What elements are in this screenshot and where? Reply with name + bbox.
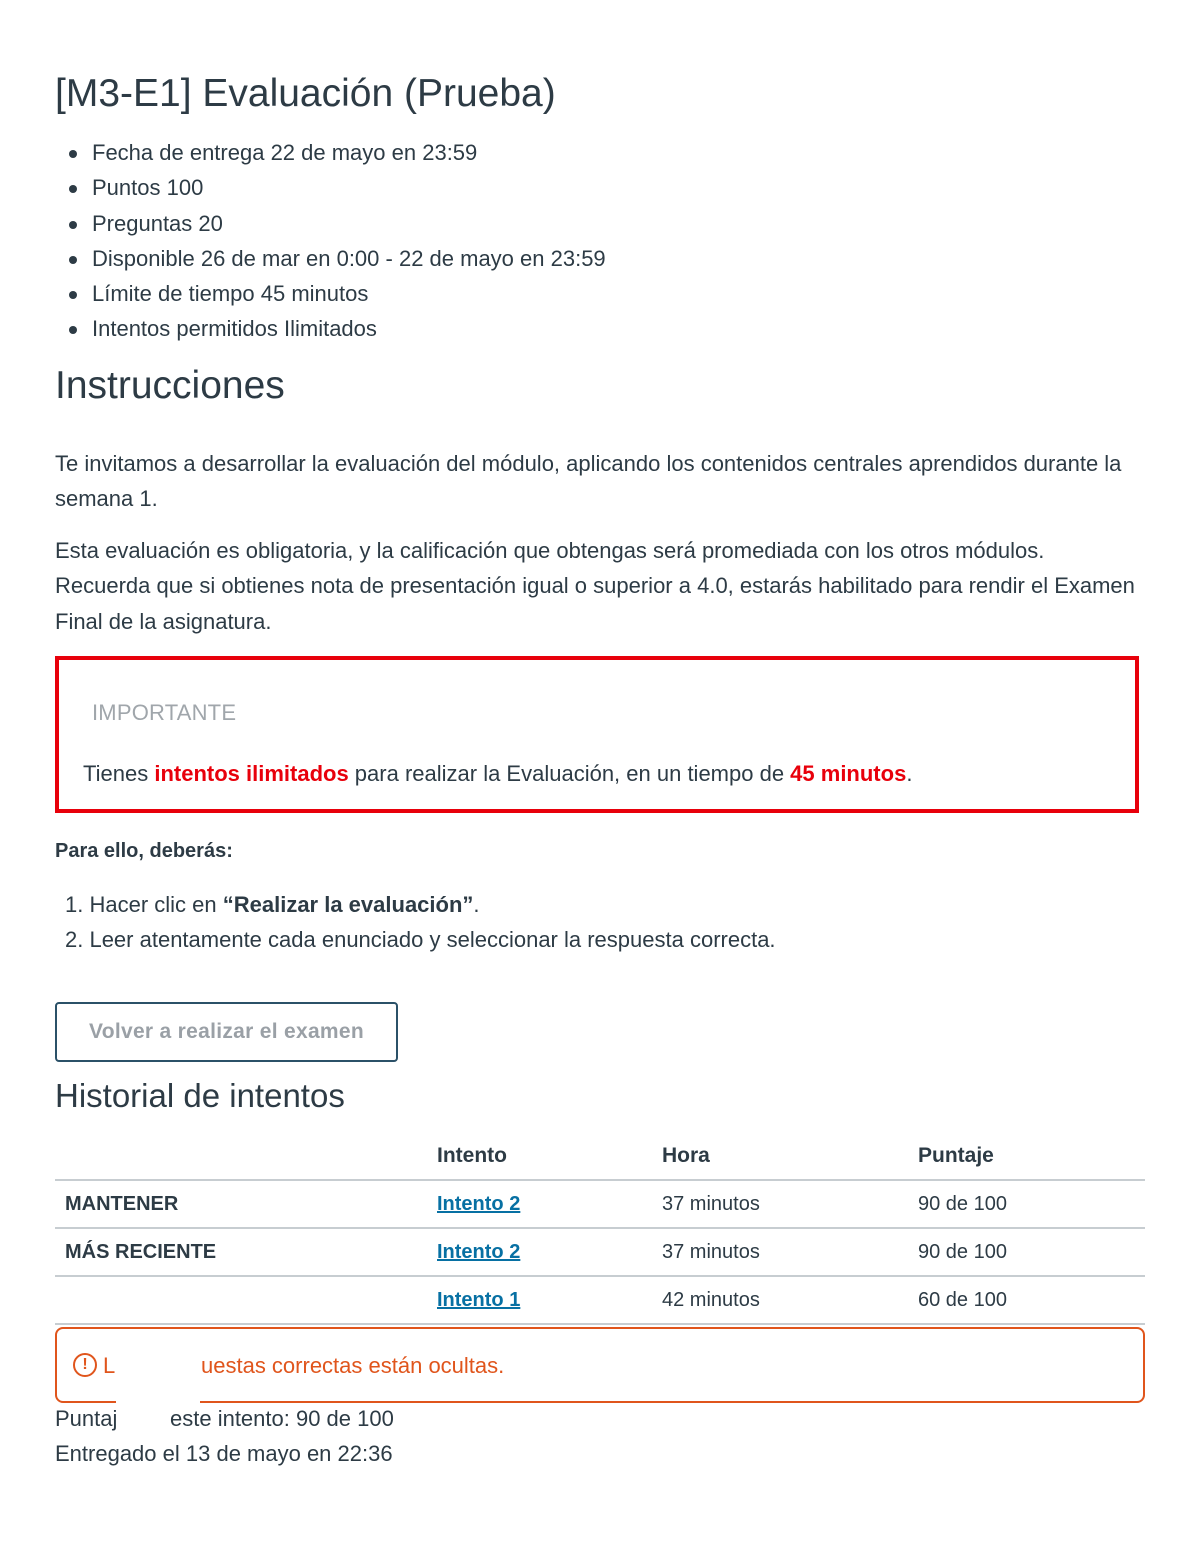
- column-header-status: [55, 1133, 437, 1180]
- attempt-link[interactable]: Intento 2: [437, 1192, 521, 1215]
- detail-points: Puntos 100: [92, 173, 606, 208]
- important-label: IMPORTANTE: [92, 700, 237, 725]
- table-header-row: [55, 1133, 1145, 1180]
- step-text: 2. Leer atentamente cada enunciado y seleccionar la respuesta correcta.: [65, 927, 776, 953]
- attempt-history-table: [55, 1133, 1145, 1325]
- attempt-cell: [437, 1180, 662, 1228]
- attempt-score: 90 de 100: [918, 1228, 1145, 1276]
- column-header-time: Hora: [662, 1133, 918, 1180]
- table-row: [55, 1228, 1145, 1276]
- score-summary-prefix: Puntaj: [55, 1406, 118, 1431]
- attempt-history-heading: Historial de intentos: [55, 1077, 345, 1114]
- table-row: [55, 1276, 1145, 1324]
- score-summary-text: este intento: 90 de 100: [170, 1406, 394, 1431]
- instructions-heading: Instrucciones: [55, 364, 285, 407]
- attempt-time: 42 minutos: [662, 1276, 918, 1324]
- attempt-score: 90 de 100: [918, 1180, 1145, 1228]
- submitted-timestamp: Entregado el 13 de mayo en 22:36: [55, 1441, 393, 1466]
- step-item: [65, 924, 776, 959]
- attempt-status: MÁS RECIENTE: [55, 1228, 437, 1276]
- attempt-time: 37 minutos: [662, 1228, 918, 1276]
- column-header-attempt: Intento: [437, 1133, 662, 1180]
- important-highlight-attempts: intentos ilimitados: [154, 761, 349, 786]
- attempt-score: 60 de 100: [918, 1276, 1145, 1324]
- important-text-part-1: Tienes: [83, 761, 155, 786]
- detail-allowed-attempts: Intentos permitidos Ilimitados: [92, 314, 606, 349]
- alert-text-prefix: L: [103, 1353, 116, 1378]
- steps-heading: Para ello, deberás:: [55, 840, 233, 862]
- instructions-paragraph-1: Te invitamos a desarrollar la evaluación del módulo, aplicando los contenidos centrales aprendidos durante la semana 1.: [55, 451, 1122, 512]
- step-bold-text: “Realizar la evaluación”: [222, 892, 474, 917]
- important-text-part-2: para realizar la Evaluación, en un tiempo de: [348, 761, 791, 786]
- detail-due-date: Fecha de entrega 22 de mayo en 23:59: [92, 138, 606, 173]
- attempt-cell: [437, 1276, 662, 1324]
- column-header-score: Puntaje: [918, 1133, 1145, 1180]
- detail-available: Disponible 26 de mar en 0:00 - 22 de mayo en 23:59: [92, 244, 606, 279]
- attempt-link[interactable]: Intento 2: [437, 1240, 521, 1263]
- step-text: 1. Hacer clic en: [65, 892, 223, 917]
- quiz-details-list: [55, 138, 606, 350]
- detail-time-limit: Límite de tiempo 45 minutos: [92, 279, 606, 314]
- step-item: [65, 889, 776, 924]
- attempt-status: MANTENER: [55, 1180, 437, 1228]
- hidden-answers-alert: [55, 1327, 1145, 1403]
- steps-list: [55, 889, 776, 960]
- attempt-cell: [437, 1228, 662, 1276]
- step-suffix: .: [473, 892, 480, 917]
- important-text-part-3: .: [906, 761, 913, 786]
- detail-questions: Preguntas 20: [92, 209, 606, 244]
- attempt-link[interactable]: Intento 1: [437, 1288, 521, 1311]
- important-notice-box: [55, 656, 1139, 813]
- page-title: [M3-E1] Evaluación (Prueba): [55, 72, 556, 115]
- important-text: [83, 761, 912, 787]
- alert-text: uestas correctas están ocultas.: [201, 1353, 505, 1378]
- retake-quiz-button[interactable]: Volver a realizar el examen: [55, 1002, 398, 1062]
- important-highlight-time: 45 minutos: [790, 761, 907, 786]
- exclamation-circle-icon: !: [73, 1353, 97, 1377]
- table-row: [55, 1180, 1145, 1228]
- instructions-paragraph-2: Esta evaluación es obligatoria, y la calificación que obtengas será promediada con los otros módulos. Recuerda que si obtienes nota de presentación igual o superior a 4.0, estarás habilitado para rendir el Examen Final de la asignatura.: [55, 538, 1135, 634]
- attempt-time: 37 minutos: [662, 1180, 918, 1228]
- attempt-status: [55, 1276, 437, 1324]
